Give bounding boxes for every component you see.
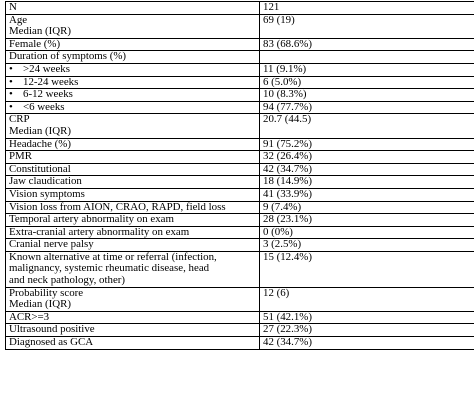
row-label-cell <box>6 89 260 102</box>
table-row <box>6 337 474 350</box>
row-label-line: Temporal artery abnormality on exam <box>9 213 174 226</box>
row-value-cell: 28 (23.1%) <box>260 214 474 227</box>
row-label-line: Cranial nerve palsy <box>9 238 94 251</box>
row-label-line: ACR>=3 <box>9 310 50 323</box>
row-label-line: Median (IQR) <box>9 25 71 38</box>
table-row <box>6 151 474 164</box>
table-row <box>6 163 474 176</box>
row-label-cell <box>6 38 260 51</box>
row-label-line: N <box>9 1 17 13</box>
table-row <box>6 311 474 324</box>
row-value-cell: 15 (12.4%) <box>260 251 474 287</box>
table-row <box>6 188 474 201</box>
row-label-line <box>9 102 257 114</box>
row-label-line: Constitutional <box>9 162 71 175</box>
row-value-cell: 0 (0%) <box>260 226 474 239</box>
row-label-line: Known alternative at time or referral (infection, <box>9 250 217 263</box>
row-value-cell: 83 (68.6%) <box>260 38 474 51</box>
row-label-cell <box>6 287 260 311</box>
row-label-cell <box>6 214 260 227</box>
table-row <box>6 101 474 114</box>
row-value-cell: 6 (5.0%) <box>260 76 474 89</box>
row-value-cell: 27 (22.3%) <box>260 324 474 337</box>
table-row <box>6 89 474 102</box>
row-label-cell <box>6 311 260 324</box>
row-label-text: >24 weeks <box>23 62 70 75</box>
row-value-cell: 42 (34.7%) <box>260 337 474 350</box>
row-label-cell <box>6 188 260 201</box>
bullet-icon: • <box>9 62 13 75</box>
row-label-cell <box>6 101 260 114</box>
row-label-line <box>9 64 257 76</box>
table-row <box>6 324 474 337</box>
row-label-cell <box>6 176 260 189</box>
bullet-icon: • <box>9 88 13 101</box>
row-value-cell: 18 (14.9%) <box>260 176 474 189</box>
table-row <box>6 51 474 64</box>
row-label-line: and neck pathology, other) <box>9 274 126 287</box>
row-label-line: Probability score <box>9 286 84 299</box>
table-row <box>6 226 474 239</box>
table-row <box>6 76 474 89</box>
row-label-text: <6 weeks <box>23 100 65 113</box>
row-label-cell <box>6 76 260 89</box>
row-label-line: Diagnosed as GCA <box>9 336 94 349</box>
table-row <box>6 2 474 15</box>
table-row <box>6 239 474 252</box>
row-label-text: 6-12 weeks <box>23 88 73 101</box>
table-row <box>6 251 474 287</box>
row-label-line: Vision symptoms <box>9 187 85 200</box>
row-label-cell <box>6 337 260 350</box>
table-body <box>6 2 474 350</box>
row-label-line: Headache (%) <box>9 137 71 150</box>
bullet-icon: • <box>9 100 13 113</box>
row-label-line: Vision loss from AION, CRAO, RAPD, field loss <box>9 200 226 213</box>
row-label-line: Jaw claudication <box>9 175 82 188</box>
row-label-cell <box>6 163 260 176</box>
row-label-cell <box>6 151 260 164</box>
row-value-cell: 42 (34.7%) <box>260 163 474 176</box>
row-label-cell <box>6 201 260 214</box>
table-row <box>6 287 474 311</box>
row-label-line <box>9 77 257 89</box>
table-row <box>6 114 474 138</box>
row-value-cell: 94 (77.7%) <box>260 101 474 114</box>
row-label-text: 12-24 weeks <box>23 75 79 88</box>
row-label-cell <box>6 51 260 64</box>
row-label-line: Ultrasound positive <box>9 323 95 336</box>
row-label-line: PMR <box>9 150 33 163</box>
row-label-cell <box>6 138 260 151</box>
row-value-cell <box>260 51 474 64</box>
table-row <box>6 176 474 189</box>
row-label-line: Female (%) <box>9 37 61 50</box>
bullet-icon: • <box>9 75 13 88</box>
table-row <box>6 214 474 227</box>
row-value-cell: 121 <box>260 2 474 15</box>
row-label-line: Median (IQR) <box>9 298 71 311</box>
row-label-line: malignancy, systemic rheumatic disease, head <box>9 262 210 275</box>
row-label-line: Extra-cranial artery abnormality on exam <box>9 225 190 238</box>
row-value-cell: 20.7 (44.5) <box>260 114 474 138</box>
row-label-cell <box>6 324 260 337</box>
table-row <box>6 201 474 214</box>
table-row <box>6 38 474 51</box>
row-value-cell: 91 (75.2%) <box>260 138 474 151</box>
row-label-cell <box>6 239 260 252</box>
characteristics-table <box>5 1 474 350</box>
row-label-cell <box>6 251 260 287</box>
row-value-cell: 12 (6) <box>260 287 474 311</box>
row-value-cell: 10 (8.3%) <box>260 89 474 102</box>
row-value-cell: 3 (2.5%) <box>260 239 474 252</box>
row-label-line: Age <box>9 13 28 26</box>
row-value-cell: 32 (26.4%) <box>260 151 474 164</box>
table-row <box>6 138 474 151</box>
row-label-line: Median (IQR) <box>9 124 71 137</box>
table-row <box>6 14 474 38</box>
row-label-line <box>9 89 257 101</box>
row-label-line: Duration of symptoms (%) <box>9 50 127 63</box>
row-value-cell: 69 (19) <box>260 14 474 38</box>
row-label-cell <box>6 114 260 138</box>
row-value-cell: 41 (33.9%) <box>260 188 474 201</box>
row-value-cell: 9 (7.4%) <box>260 201 474 214</box>
row-label-cell <box>6 2 260 15</box>
row-label-cell <box>6 63 260 76</box>
row-label-cell <box>6 226 260 239</box>
row-value-cell: 51 (42.1%) <box>260 311 474 324</box>
table-row <box>6 63 474 76</box>
row-label-line: CRP <box>9 113 30 126</box>
row-label-cell <box>6 14 260 38</box>
row-value-cell: 11 (9.1%) <box>260 63 474 76</box>
